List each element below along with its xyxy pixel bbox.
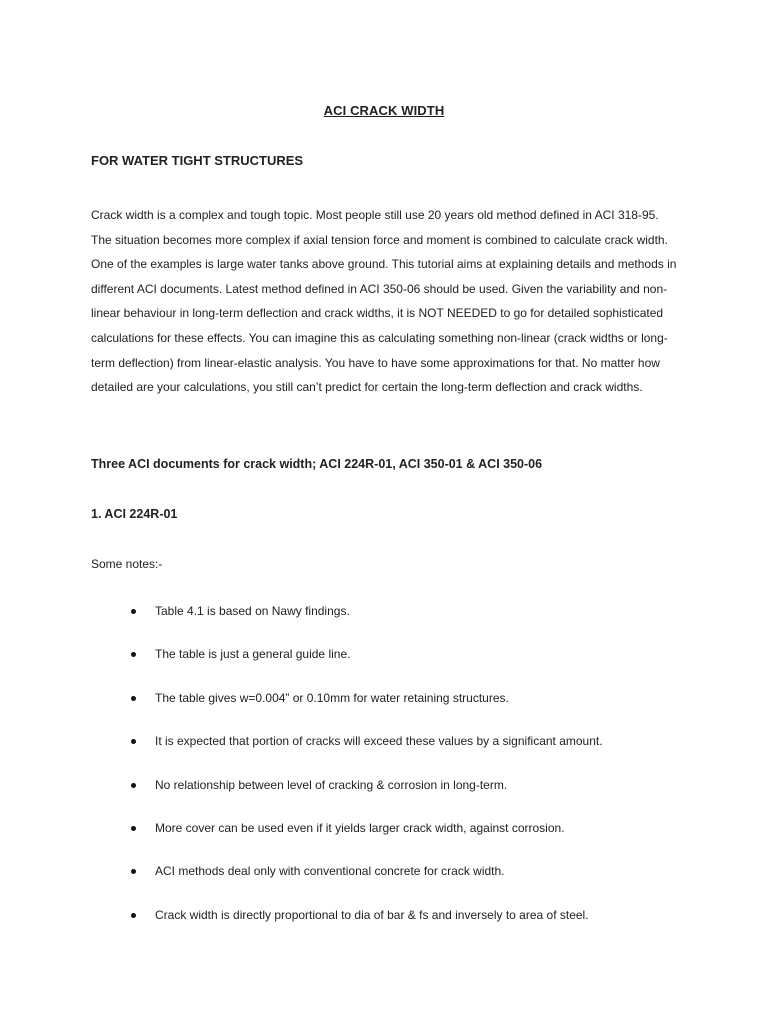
bullet-icon — [131, 696, 136, 701]
section-heading: 1. ACI 224R-01 — [91, 507, 178, 521]
list-item — [0, 864, 768, 907]
bullet-icon — [131, 826, 136, 831]
document-title: ACI CRACK WIDTH — [323, 103, 445, 118]
list-item — [0, 778, 768, 821]
list-item — [0, 821, 768, 864]
bullet-text: Crack width is directly proportional to dia of bar & fs and inversely to area of steel. — [155, 907, 589, 922]
bullet-text: The table is just a general guide line. — [155, 647, 351, 662]
list-item — [0, 908, 768, 951]
bullet-text: It is expected that portion of cracks will exceed these values by a significant amount. — [155, 734, 603, 749]
list-item — [0, 647, 768, 690]
list-item — [0, 691, 768, 734]
bullet-icon — [131, 783, 136, 788]
documents-heading: Three ACI documents for crack width; ACI 224R-01, ACI 350-01 & ACI 350-06 — [91, 457, 543, 471]
bullet-text: ACI methods deal only with conventional concrete for crack width. — [155, 864, 505, 879]
bullet-text: The table gives w=0.004” or 0.10mm for water retaining structures. — [155, 690, 509, 705]
intro-paragraph: Crack width is a complex and tough topic. Most people still use 20 years old method defined in ACI 318-95. The situation becomes more complex if axial tension force and moment is combined to calculate crack width. One of the examples is large water tanks above ground. This tutorial aims at explaining details and methods in different ACI documents. Latest method defined in ACI 350-06 should be used. Given the variability and non-linear behaviour in long-term deflection and crack widths, it is NOT NEEDED to go for detailed sophisticated calculations for these effects. You can imagine this as calculating something non-linear (crack widths or long-term deflection) from linear-elastic analysis. You have to have some approximations for that. No matter how detailed are your calculations, you still can’t predict for certain the long-term deflection and crack widths. — [91, 208, 677, 395]
list-item — [0, 604, 768, 647]
notes-label: Some notes:- — [91, 557, 163, 571]
bullet-icon — [131, 609, 136, 614]
bullet-icon — [131, 652, 136, 657]
bullet-text: Table 4.1 is based on Nawy findings. — [155, 604, 350, 618]
list-item — [0, 734, 768, 777]
bullet-icon — [131, 869, 136, 874]
bullet-icon — [131, 739, 136, 744]
document-subtitle: FOR WATER TIGHT STRUCTURES — [91, 153, 304, 168]
bullet-text: No relationship between level of cracking & corrosion in long-term. — [155, 777, 508, 792]
bullet-text: More cover can be used even if it yields larger crack width, against corrosion. — [155, 820, 565, 835]
bullet-icon — [131, 913, 136, 918]
notes-bullet-list — [0, 604, 768, 951]
